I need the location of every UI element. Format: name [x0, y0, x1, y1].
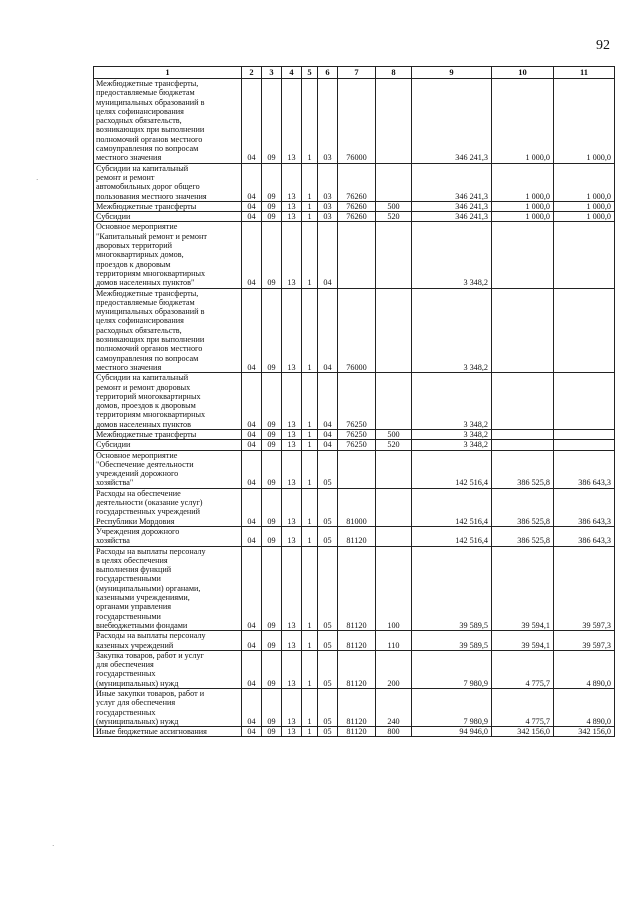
- amount-col-11: [554, 429, 615, 439]
- code-expense-type: [376, 163, 412, 201]
- code-direction: 81120: [338, 546, 376, 631]
- amount-col-10: [492, 288, 554, 373]
- code-section: 04: [242, 201, 262, 211]
- amount-col-9: 3 348,2: [412, 440, 492, 450]
- amount-col-11: 1 000,0: [554, 201, 615, 211]
- code-section: 04: [242, 212, 262, 222]
- code-section: 04: [242, 429, 262, 439]
- header-col-3: 3: [262, 67, 282, 79]
- amount-col-10: [492, 429, 554, 439]
- amount-col-11: [554, 288, 615, 373]
- code-subsection: 09: [262, 526, 282, 546]
- amount-col-9: 39 589,5: [412, 631, 492, 651]
- code-event: 05: [318, 546, 338, 631]
- amount-col-10: 1 000,0: [492, 79, 554, 164]
- code-section: 04: [242, 546, 262, 631]
- code-event: 05: [318, 450, 338, 488]
- code-section: 04: [242, 526, 262, 546]
- row-name: Закупка товаров, работ и услуг для обеспечения государственных (муниципальных) нужд: [94, 650, 242, 688]
- code-direction: 76260: [338, 212, 376, 222]
- code-section: 04: [242, 727, 262, 737]
- code-expense-type: [376, 488, 412, 526]
- row-name: Расходы на выплаты персоналу казенных учреждений: [94, 631, 242, 651]
- code-event: 04: [318, 222, 338, 288]
- code-direction: 81000: [338, 488, 376, 526]
- amount-col-11: 386 643,3: [554, 450, 615, 488]
- code-event: 03: [318, 163, 338, 201]
- code-program: 13: [282, 650, 302, 688]
- code-subsection: 09: [262, 440, 282, 450]
- code-subprogram: 1: [302, 163, 318, 201]
- code-event: 05: [318, 650, 338, 688]
- code-expense-type: 800: [376, 727, 412, 737]
- code-subsection: 09: [262, 631, 282, 651]
- code-event: 03: [318, 212, 338, 222]
- code-program: 13: [282, 212, 302, 222]
- code-event: 05: [318, 631, 338, 651]
- code-direction: 81120: [338, 650, 376, 688]
- row-name: Учреждения дорожного хозяйства: [94, 526, 242, 546]
- row-name: Межбюджетные трансферты, предоставляемые бюджетам муниципальных образований в целях софинансирования расходных обязательств, возникающих при выполнении полномочий органов местного самоуправления по вопросам местного значения: [94, 288, 242, 373]
- header-col-6: 6: [318, 67, 338, 79]
- code-subsection: 09: [262, 546, 282, 631]
- code-subsection: 09: [262, 201, 282, 211]
- row-name: Межбюджетные трансферты: [94, 429, 242, 439]
- code-event: 03: [318, 79, 338, 164]
- code-subprogram: 1: [302, 222, 318, 288]
- code-program: 13: [282, 450, 302, 488]
- code-subsection: 09: [262, 488, 282, 526]
- code-event: 05: [318, 727, 338, 737]
- code-subprogram: 1: [302, 79, 318, 164]
- amount-col-10: 1 000,0: [492, 201, 554, 211]
- code-subsection: 09: [262, 450, 282, 488]
- code-subprogram: 1: [302, 689, 318, 727]
- code-subprogram: 1: [302, 373, 318, 430]
- code-program: 13: [282, 546, 302, 631]
- code-expense-type: 100: [376, 546, 412, 631]
- code-expense-type: [376, 79, 412, 164]
- code-program: 13: [282, 373, 302, 430]
- code-program: 13: [282, 631, 302, 651]
- row-name: Субсидии на капитальный ремонт и ремонт дворовых территорий многоквартирных домов, проездов к дворовым территориям многоквартирных домов населенных пунктов: [94, 373, 242, 430]
- row-name: Расходы на выплаты персоналу в целях обеспечения выполнения функций государственными (муниципальными) органами, казенными учреждениями, органами управления государственными внебюджетными фондами: [94, 546, 242, 631]
- code-direction: 81120: [338, 631, 376, 651]
- amount-col-10: 386 525,8: [492, 450, 554, 488]
- code-expense-type: [376, 373, 412, 430]
- table-row: [94, 526, 615, 546]
- code-direction: [338, 450, 376, 488]
- code-event: 05: [318, 488, 338, 526]
- header-col-4: 4: [282, 67, 302, 79]
- header-col-10: 10: [492, 67, 554, 79]
- code-expense-type: 520: [376, 212, 412, 222]
- code-subsection: 09: [262, 727, 282, 737]
- code-program: 13: [282, 288, 302, 373]
- code-direction: 81120: [338, 689, 376, 727]
- table-row: [94, 163, 615, 201]
- code-program: 13: [282, 440, 302, 450]
- amount-col-9: 142 516,4: [412, 526, 492, 546]
- header-row: [94, 67, 615, 79]
- row-name: Субсидии на капитальный ремонт и ремонт автомобильных дорог общего пользования местного значения: [94, 163, 242, 201]
- code-subprogram: 1: [302, 488, 318, 526]
- code-subsection: 09: [262, 429, 282, 439]
- amount-col-11: 386 643,3: [554, 488, 615, 526]
- code-subsection: 09: [262, 288, 282, 373]
- amount-col-11: 386 643,3: [554, 526, 615, 546]
- code-event: 03: [318, 201, 338, 211]
- code-expense-type: [376, 526, 412, 546]
- code-expense-type: 500: [376, 429, 412, 439]
- code-program: 13: [282, 222, 302, 288]
- row-name: Субсидии: [94, 440, 242, 450]
- amount-col-9: 3 348,2: [412, 373, 492, 430]
- amount-col-11: 1 000,0: [554, 212, 615, 222]
- amount-col-10: 39 594,1: [492, 546, 554, 631]
- code-direction: 76250: [338, 440, 376, 450]
- amount-col-10: [492, 440, 554, 450]
- code-program: 13: [282, 163, 302, 201]
- table-body: [94, 79, 615, 737]
- scan-speck: ·: [52, 842, 55, 850]
- header-col-9: 9: [412, 67, 492, 79]
- amount-col-11: 342 156,0: [554, 727, 615, 737]
- header-col-1: 1: [94, 67, 242, 79]
- code-program: 13: [282, 526, 302, 546]
- row-name: Субсидии: [94, 212, 242, 222]
- table-row: [94, 429, 615, 439]
- amount-col-11: 1 000,0: [554, 79, 615, 164]
- table-row: [94, 727, 615, 737]
- code-direction: 76000: [338, 79, 376, 164]
- amount-col-9: 346 241,3: [412, 163, 492, 201]
- amount-col-9: 94 946,0: [412, 727, 492, 737]
- amount-col-11: 39 597,3: [554, 631, 615, 651]
- amount-col-9: 142 516,4: [412, 488, 492, 526]
- code-event: 04: [318, 440, 338, 450]
- code-section: 04: [242, 79, 262, 164]
- header-col-8: 8: [376, 67, 412, 79]
- amount-col-9: 39 589,5: [412, 546, 492, 631]
- budget-table: [93, 66, 615, 737]
- table-row: [94, 689, 615, 727]
- code-subprogram: 1: [302, 429, 318, 439]
- code-subprogram: 1: [302, 201, 318, 211]
- table-row: [94, 440, 615, 450]
- code-subprogram: 1: [302, 450, 318, 488]
- code-subsection: 09: [262, 373, 282, 430]
- header-col-2: 2: [242, 67, 262, 79]
- table-row: [94, 373, 615, 430]
- table-row: [94, 631, 615, 651]
- code-direction: 76250: [338, 373, 376, 430]
- amount-col-9: 346 241,3: [412, 201, 492, 211]
- amount-col-9: 3 348,2: [412, 288, 492, 373]
- row-name: Межбюджетные трансферты, предоставляемые бюджетам муниципальных образований в целях софинансирования расходных обязательств, возникающих при выполнении полномочий органов местного самоуправления по вопросам местного значения: [94, 79, 242, 164]
- code-expense-type: 500: [376, 201, 412, 211]
- code-program: 13: [282, 201, 302, 211]
- amount-col-10: 386 525,8: [492, 488, 554, 526]
- amount-col-10: 342 156,0: [492, 727, 554, 737]
- code-subprogram: 1: [302, 212, 318, 222]
- row-name: Иные закупки товаров, работ и услуг для обеспечения государственных (муниципальных) нужд: [94, 689, 242, 727]
- amount-col-9: 7 980,9: [412, 650, 492, 688]
- table-row: [94, 546, 615, 631]
- amount-col-9: 346 241,3: [412, 79, 492, 164]
- amount-col-10: 1 000,0: [492, 163, 554, 201]
- code-direction: 81120: [338, 526, 376, 546]
- code-subprogram: 1: [302, 526, 318, 546]
- code-expense-type: 240: [376, 689, 412, 727]
- amount-col-9: 7 980,9: [412, 689, 492, 727]
- row-name: Межбюджетные трансферты: [94, 201, 242, 211]
- amount-col-11: 4 890,0: [554, 650, 615, 688]
- amount-col-11: 39 597,3: [554, 546, 615, 631]
- code-expense-type: [376, 450, 412, 488]
- code-subprogram: 1: [302, 727, 318, 737]
- code-expense-type: [376, 288, 412, 373]
- code-section: 04: [242, 488, 262, 526]
- row-name: Основное мероприятие "Обеспечение деятельности учреждений дорожного хозяйства": [94, 450, 242, 488]
- table-row: [94, 450, 615, 488]
- code-subsection: 09: [262, 689, 282, 727]
- amount-col-10: 4 775,7: [492, 689, 554, 727]
- amount-col-11: [554, 222, 615, 288]
- code-subsection: 09: [262, 212, 282, 222]
- table-row: [94, 201, 615, 211]
- amount-col-10: 4 775,7: [492, 650, 554, 688]
- amount-col-10: [492, 373, 554, 430]
- amount-col-11: [554, 440, 615, 450]
- row-name: Иные бюджетные ассигнования: [94, 727, 242, 737]
- code-subsection: 09: [262, 163, 282, 201]
- scan-speck: ·: [36, 176, 39, 184]
- code-direction: 76260: [338, 163, 376, 201]
- code-section: 04: [242, 288, 262, 373]
- page-number: 92: [596, 38, 610, 53]
- amount-col-9: 346 241,3: [412, 212, 492, 222]
- row-name: Основное мероприятие "Капитальный ремонт и ремонт дворовых территорий многоквартирных домов, проездов к дворовым территориям многоквартирных домов населенных пунктов": [94, 222, 242, 288]
- code-section: 04: [242, 450, 262, 488]
- amount-col-10: 386 525,8: [492, 526, 554, 546]
- amount-col-9: 142 516,4: [412, 450, 492, 488]
- table-row: [94, 212, 615, 222]
- amount-col-9: 3 348,2: [412, 222, 492, 288]
- code-subprogram: 1: [302, 650, 318, 688]
- amount-col-10: 1 000,0: [492, 212, 554, 222]
- table-row: [94, 222, 615, 288]
- code-expense-type: [376, 222, 412, 288]
- table-row: [94, 79, 615, 164]
- code-section: 04: [242, 440, 262, 450]
- code-program: 13: [282, 429, 302, 439]
- amount-col-11: [554, 373, 615, 430]
- code-direction: [338, 222, 376, 288]
- code-expense-type: 110: [376, 631, 412, 651]
- code-direction: 81120: [338, 727, 376, 737]
- code-section: 04: [242, 631, 262, 651]
- code-event: 04: [318, 373, 338, 430]
- amount-col-9: 3 348,2: [412, 429, 492, 439]
- code-program: 13: [282, 689, 302, 727]
- code-section: 04: [242, 373, 262, 430]
- amount-col-10: 39 594,1: [492, 631, 554, 651]
- amount-col-10: [492, 222, 554, 288]
- code-section: 04: [242, 163, 262, 201]
- code-expense-type: 520: [376, 440, 412, 450]
- code-subsection: 09: [262, 650, 282, 688]
- code-subprogram: 1: [302, 440, 318, 450]
- code-subprogram: 1: [302, 631, 318, 651]
- table-row: [94, 650, 615, 688]
- code-subprogram: 1: [302, 288, 318, 373]
- code-program: 13: [282, 79, 302, 164]
- header-col-5: 5: [302, 67, 318, 79]
- code-event: 05: [318, 689, 338, 727]
- code-event: 04: [318, 429, 338, 439]
- table-row: [94, 488, 615, 526]
- code-direction: 76000: [338, 288, 376, 373]
- code-program: 13: [282, 727, 302, 737]
- code-section: 04: [242, 222, 262, 288]
- header-col-7: 7: [338, 67, 376, 79]
- code-event: 05: [318, 526, 338, 546]
- code-direction: 76250: [338, 429, 376, 439]
- amount-col-11: 1 000,0: [554, 163, 615, 201]
- row-name: Расходы на обеспечение деятельности (оказание услуг) государственных учреждений Республики Мордовия: [94, 488, 242, 526]
- code-expense-type: 200: [376, 650, 412, 688]
- code-section: 04: [242, 689, 262, 727]
- table-row: [94, 288, 615, 373]
- code-subprogram: 1: [302, 546, 318, 631]
- code-program: 13: [282, 488, 302, 526]
- code-section: 04: [242, 650, 262, 688]
- code-event: 04: [318, 288, 338, 373]
- header-col-11: 11: [554, 67, 615, 79]
- amount-col-11: 4 890,0: [554, 689, 615, 727]
- code-direction: 76260: [338, 201, 376, 211]
- code-subsection: 09: [262, 222, 282, 288]
- code-subsection: 09: [262, 79, 282, 164]
